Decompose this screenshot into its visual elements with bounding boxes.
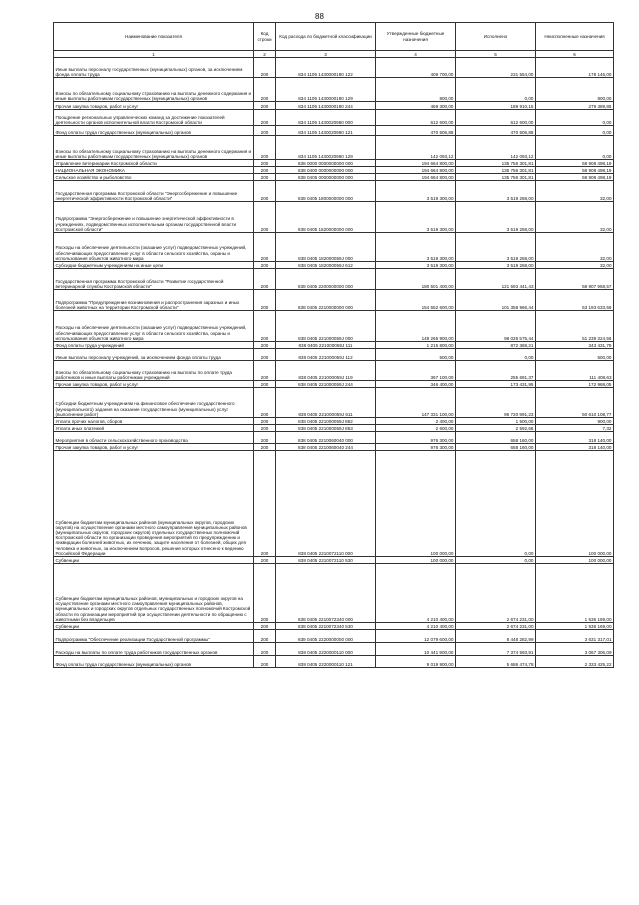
row-name: Взносы по обязательному социальному страхованию на выплаты денежного содержания и иные выплаты работникам государственных (муниципальных) органов <box>54 136 254 160</box>
row-approved-amount: 800,00 <box>376 78 456 102</box>
row-classification: 838 0405 2220000110 121 <box>276 656 376 668</box>
row-line-code: 200 <box>254 630 276 643</box>
row-line-code: 200 <box>254 623 276 630</box>
row-approved-amount: 367 100,00 <box>376 361 456 381</box>
row-line-code: 200 <box>254 126 276 136</box>
column-header-line-code: Код строки <box>254 23 276 51</box>
row-approved-amount: 100 000,00 <box>376 451 456 557</box>
row-approved-amount: 194 664 800,00 <box>376 174 456 181</box>
column-header-approved: Утвержденные бюджетные назначения <box>376 23 456 51</box>
row-name: Государственная программа Костромской области "Развитие государственной ветеринарной службы Костромской области" <box>54 269 254 290</box>
row-name: Расходы на выплаты по оплате труда работников государственных органов <box>54 643 254 656</box>
row-executed-amount: 5 686 474,78 <box>456 656 536 668</box>
row-classification: 838 0405 221000059J 852 <box>276 418 376 425</box>
row-executed-amount: 3 519 268,00 <box>456 181 536 202</box>
row-unexecuted-amount: 32,00 <box>536 202 614 233</box>
row-name: Подпрограмма "Обеспечение реализации Государственной программы" <box>54 630 254 643</box>
row-approved-amount: 194 664 800,00 <box>376 160 456 167</box>
row-unexecuted-amount: 58 908 498,19 <box>536 167 614 174</box>
row-executed-amount: 658 160,00 <box>456 432 536 444</box>
row-name: Взносы по обязательному социальному страхованию на выплаты по оплате труда работников и иные выплаты работникам учреждений <box>54 361 254 381</box>
row-executed-amount: 98 026 575,44 <box>456 311 536 342</box>
row-approved-amount: 10 441 900,00 <box>376 643 456 656</box>
table-row <box>54 167 614 174</box>
row-line-code: 200 <box>254 564 276 623</box>
row-executed-amount: 612 600,00 <box>456 110 536 126</box>
row-line-code: 200 <box>254 233 276 262</box>
row-line-code: 200 <box>254 444 276 451</box>
row-unexecuted-amount: 800,00 <box>536 78 614 102</box>
row-line-code: 200 <box>254 202 276 233</box>
row-unexecuted-amount: 318 140,00 <box>536 444 614 451</box>
table-row <box>54 290 614 311</box>
row-unexecuted-amount: 58 908 498,19 <box>536 160 614 167</box>
row-name: Управление ветеринарии Костромской области <box>54 160 254 167</box>
header-row <box>54 23 614 51</box>
row-classification: 834 1105 1430020960 121 <box>276 126 376 136</box>
column-number: 5 <box>456 51 536 58</box>
row-executed-amount: 0,00 <box>456 349 536 361</box>
row-unexecuted-amount: 111 408,63 <box>536 361 614 381</box>
row-executed-amount: 231 554,00 <box>456 58 536 78</box>
row-approved-amount: 3 519 300,00 <box>376 262 456 269</box>
row-name: Подпрограмма "Энергосбережение и повышение энергетической эффективности в учреждениях, подведомственных исполнительным органам государственной власти Костромской области" <box>54 202 254 233</box>
row-name: Субвенции <box>54 557 254 564</box>
row-executed-amount: 3 519 268,00 <box>456 202 536 233</box>
row-line-code: 200 <box>254 262 276 269</box>
row-unexecuted-amount: 32,00 <box>536 233 614 262</box>
row-approved-amount: 2 600,00 <box>376 425 456 432</box>
row-executed-amount: 0,00 <box>456 557 536 564</box>
row-approved-amount: 612 600,00 <box>376 110 456 126</box>
budget-execution-table <box>53 22 614 668</box>
page-number: 88 <box>315 12 324 21</box>
row-approved-amount: 142 093,12 <box>376 136 456 160</box>
row-line-code: 200 <box>254 160 276 167</box>
row-classification: 834 1105 1430020960 000 <box>276 110 376 126</box>
row-classification: 834 1105 1430000190 122 <box>276 58 376 78</box>
column-header-executed: Исполнено <box>456 23 536 51</box>
row-line-code: 200 <box>254 167 276 174</box>
table-row <box>54 451 614 557</box>
row-line-code: 200 <box>254 656 276 668</box>
row-approved-amount: 4 210 400,00 <box>376 564 456 623</box>
column-number: 6 <box>536 51 614 58</box>
row-unexecuted-amount: 172 968,05 <box>536 381 614 388</box>
row-unexecuted-amount: 1 536 169,00 <box>536 564 614 623</box>
row-line-code: 200 <box>254 361 276 381</box>
table-row <box>54 102 614 110</box>
row-executed-amount: 872 368,21 <box>456 342 536 349</box>
row-line-code: 200 <box>254 342 276 349</box>
row-approved-amount: 3 519 300,00 <box>376 202 456 233</box>
column-number-row <box>54 51 614 58</box>
column-number: 2 <box>254 51 276 58</box>
row-line-code: 200 <box>254 102 276 110</box>
row-unexecuted-amount: 53 193 633,56 <box>536 290 614 311</box>
row-classification: 838 0405 221000059J 000 <box>276 311 376 342</box>
row-executed-amount: 101 358 966,44 <box>456 290 536 311</box>
row-name: Субсидии бюджетным учреждениям на иные цели <box>54 262 254 269</box>
row-line-code: 200 <box>254 381 276 388</box>
row-executed-amount: 1 500,00 <box>456 418 536 425</box>
row-name: Иные выплаты персоналу государственных (муниципальных) органов, за исключением фонда оплаты труда <box>54 58 254 78</box>
row-executed-amount: 2 592,68 <box>456 425 536 432</box>
table-row <box>54 136 614 160</box>
row-classification: 838 0405 221000059J 611 <box>276 388 376 418</box>
row-line-code: 200 <box>254 58 276 78</box>
table-row <box>54 388 614 418</box>
row-classification: 838 0405 2200000000 000 <box>276 269 376 290</box>
row-name: Фонд оплаты труда учреждений <box>54 342 254 349</box>
row-executed-amount: 173 431,95 <box>456 381 536 388</box>
table-row <box>54 110 614 126</box>
table-row <box>54 342 614 349</box>
row-executed-amount: 0,00 <box>456 451 536 557</box>
row-approved-amount: 409 700,00 <box>376 58 456 78</box>
row-unexecuted-amount: 7,32 <box>536 425 614 432</box>
row-line-code: 200 <box>254 557 276 564</box>
row-classification: 838 0405 221000059J 244 <box>276 381 376 388</box>
row-line-code: 200 <box>254 418 276 425</box>
row-line-code: 200 <box>254 311 276 342</box>
row-unexecuted-amount: 178 146,00 <box>536 58 614 78</box>
row-approved-amount: 469 300,00 <box>376 102 456 110</box>
row-classification: 838 0405 221000059J 119 <box>276 361 376 381</box>
row-executed-amount: 8 448 282,99 <box>456 630 536 643</box>
row-unexecuted-amount: 0,00 <box>536 126 614 136</box>
row-executed-amount: 135 756 301,81 <box>456 174 536 181</box>
row-unexecuted-amount: 2 333 425,22 <box>536 656 614 668</box>
row-approved-amount: 100 000,00 <box>376 557 456 564</box>
row-name: Уплата прочих налогов, сборов <box>54 418 254 425</box>
row-classification: 838 0405 1800000000 000 <box>276 181 376 202</box>
row-classification: 834 1105 1430000190 244 <box>276 102 376 110</box>
table-row <box>54 181 614 202</box>
row-name: Мероприятия в области сельскохозяйственного производства <box>54 432 254 444</box>
row-unexecuted-amount: 3 067 306,09 <box>536 643 614 656</box>
row-unexecuted-amount: 343 431,79 <box>536 342 614 349</box>
row-name: Фонд оплаты труда государственных (муниципальных) органов <box>54 656 254 668</box>
row-executed-amount: 189 910,15 <box>456 102 536 110</box>
table-row <box>54 262 614 269</box>
row-unexecuted-amount: 279 389,85 <box>536 102 614 110</box>
row-name: Уплата иных платежей <box>54 425 254 432</box>
row-line-code: 200 <box>254 290 276 311</box>
table-row <box>54 202 614 233</box>
table-row <box>54 643 614 656</box>
row-name: Прочая закупка товаров, работ и услуг <box>54 102 254 110</box>
column-number: 3 <box>276 51 376 58</box>
row-name: Расходы на обеспечение деятельности (оказание услуг) подведомственных учреждений, обеспечивающих предоставление услуг в области сельского хозяйства, охраны и использования объектов животного мира <box>54 233 254 262</box>
row-executed-amount: 3 519 268,00 <box>456 233 536 262</box>
row-approved-amount: 194 664 800,00 <box>376 167 456 174</box>
row-line-code: 200 <box>254 432 276 444</box>
row-executed-amount: 121 593 441,43 <box>456 269 536 290</box>
table-row <box>54 361 614 381</box>
row-line-code: 200 <box>254 181 276 202</box>
row-approved-amount: 3 519 300,00 <box>376 233 456 262</box>
row-executed-amount: 0,00 <box>456 78 536 102</box>
row-name: Субсидии бюджетным учреждениям на финансовое обеспечение государственного (муниципального) задания на оказание государственных (муниципальных) услуг (выполнение работ) <box>54 388 254 418</box>
row-line-code: 200 <box>254 269 276 290</box>
column-header-unexecuted: Неисполненные назначения <box>536 23 614 51</box>
row-name: Государственная программа Костромской области "Энергосбережение и повышение энергетической эффективности Костромской области" <box>54 181 254 202</box>
row-approved-amount: 2 400,00 <box>376 418 456 425</box>
row-line-code: 200 <box>254 174 276 181</box>
row-unexecuted-amount: 500,00 <box>536 349 614 361</box>
row-unexecuted-amount: 32,00 <box>536 181 614 202</box>
row-classification: 838 0405 2210060040 244 <box>276 444 376 451</box>
row-name: Сельское хозяйство и рыболовство <box>54 174 254 181</box>
row-approved-amount: 12 079 600,00 <box>376 630 456 643</box>
row-executed-amount: 142 093,12 <box>456 136 536 160</box>
row-name: Поощрение региональных управленческих команд за достижение показателей деятельности органов исполнительной власти Костромской области <box>54 110 254 126</box>
table-row <box>54 349 614 361</box>
row-classification: 834 1105 1430020960 129 <box>276 136 376 160</box>
row-unexecuted-amount: 318 140,00 <box>536 432 614 444</box>
row-line-code: 200 <box>254 388 276 418</box>
row-name: Субвенции бюджетам муниципальных районов, муниципальных и городских округов на осуществление органами местного самоуправления муниципальных районов, муниципальных и городских округов отдельных государственных полномочий Костромской области по организации мероприятий при осуществлении деятельности по обращению с животными без владельцев <box>54 564 254 623</box>
row-line-code: 200 <box>254 425 276 432</box>
row-name: Субвенции <box>54 623 254 630</box>
table-row <box>54 564 614 623</box>
row-classification: 838 0405 2210060040 000 <box>276 432 376 444</box>
row-unexecuted-amount: 3 631 317,01 <box>536 630 614 643</box>
row-unexecuted-amount: 900,00 <box>536 418 614 425</box>
table-row <box>54 381 614 388</box>
row-approved-amount: 3 519 300,00 <box>376 181 456 202</box>
table-row <box>54 432 614 444</box>
row-line-code: 200 <box>254 643 276 656</box>
row-unexecuted-amount: 32,00 <box>536 262 614 269</box>
row-line-code: 200 <box>254 451 276 557</box>
row-approved-amount: 470 506,88 <box>376 126 456 136</box>
table-row <box>54 623 614 630</box>
row-approved-amount: 147 331 100,00 <box>376 388 456 418</box>
row-classification: 834 1105 1430000190 129 <box>276 78 376 102</box>
table-row <box>54 418 614 425</box>
table-row <box>54 126 614 136</box>
row-approved-amount: 976 300,00 <box>376 444 456 451</box>
row-executed-amount: 658 160,00 <box>456 444 536 451</box>
column-number: 4 <box>376 51 456 58</box>
table-row <box>54 311 614 342</box>
row-classification: 838 0405 2210072110 000 <box>276 451 376 557</box>
table-row <box>54 269 614 290</box>
row-line-code: 200 <box>254 136 276 160</box>
row-classification: 838 0405 1820000000 000 <box>276 202 376 233</box>
table-row <box>54 444 614 451</box>
row-line-code: 200 <box>254 349 276 361</box>
row-name: НАЦИОНАЛЬНАЯ ЭКОНОМИКА <box>54 167 254 174</box>
table-row <box>54 58 614 78</box>
row-unexecuted-amount: 100 000,00 <box>536 451 614 557</box>
row-line-code: 200 <box>254 110 276 126</box>
row-executed-amount: 255 691,37 <box>456 361 536 381</box>
table-row <box>54 160 614 167</box>
row-unexecuted-amount: 51 239 324,56 <box>536 311 614 342</box>
row-executed-amount: 2 674 231,00 <box>456 623 536 630</box>
table-row <box>54 425 614 432</box>
row-unexecuted-amount: 100 000,00 <box>536 557 614 564</box>
row-approved-amount: 500,00 <box>376 349 456 361</box>
row-name: Прочая закупка товаров, работ и услуг <box>54 444 254 451</box>
row-approved-amount: 8 019 900,00 <box>376 656 456 668</box>
column-header-classification: Код расхода по бюджетной классификации <box>276 23 376 51</box>
row-classification: 838 0405 2210072340 530 <box>276 623 376 630</box>
row-unexecuted-amount: 58 908 498,19 <box>536 174 614 181</box>
row-classification: 838 0000 0000000000 000 <box>276 160 376 167</box>
row-classification: 838 0400 0000000000 000 <box>276 167 376 174</box>
table-row <box>54 656 614 668</box>
row-executed-amount: 135 756 301,81 <box>456 167 536 174</box>
row-classification: 838 0405 0000000000 000 <box>276 174 376 181</box>
row-executed-amount: 2 674 231,00 <box>456 564 536 623</box>
row-approved-amount: 154 552 600,00 <box>376 290 456 311</box>
row-classification: 838 0405 2220000000 000 <box>276 630 376 643</box>
row-unexecuted-amount: 1 536 169,00 <box>536 623 614 630</box>
row-name: Подпрограмма "Предупреждение возникновения и распространения заразных и иных болезней животных на территории Костромской области" <box>54 290 254 311</box>
row-classification: 838 0405 2210072110 530 <box>276 557 376 564</box>
row-executed-amount: 3 519 268,00 <box>456 262 536 269</box>
row-approved-amount: 346 400,00 <box>376 381 456 388</box>
row-name: Расходы на обеспечение деятельности (оказание услуг) подведомственных учреждений, обеспечивающих предоставление услуг в области сельского хозяйства, охраны и использования объектов животного мира <box>54 311 254 342</box>
row-classification: 838 0405 2210000000 000 <box>276 290 376 311</box>
row-approved-amount: 149 265 900,00 <box>376 311 456 342</box>
row-approved-amount: 1 215 800,00 <box>376 342 456 349</box>
row-executed-amount: 135 756 301,81 <box>456 160 536 167</box>
row-name: Фонд оплаты труда государственных (муниципальных) органов <box>54 126 254 136</box>
column-header-name: Наименование показателя <box>54 23 254 51</box>
row-approved-amount: 976 300,00 <box>376 432 456 444</box>
row-classification: 838 0405 182000059J 000 <box>276 233 376 262</box>
row-classification: 838 0405 182000059J 612 <box>276 262 376 269</box>
row-name: Субвенции бюджетам муниципальных районов (муниципальных округов, городских округов) на осуществление органами местного самоуправления муниципальных районов (муниципальных округов, городских округов) отдельных государственных полномочий Костромской области по организации проведения мероприятий по предупреждению и ликвидации болезней животных, их лечению, защите населения от болезней, общих для человека и животных, за исключением вопросов, решение которых отнесено к ведению Российской Федерации <box>54 451 254 557</box>
table-row <box>54 174 614 181</box>
row-executed-amount: 7 374 593,91 <box>456 643 536 656</box>
row-unexecuted-amount: 50 610 108,77 <box>536 388 614 418</box>
row-classification: 838 0405 2210072340 000 <box>276 564 376 623</box>
table-row <box>54 233 614 262</box>
row-executed-amount: 96 720 991,23 <box>456 388 536 418</box>
table-row <box>54 630 614 643</box>
row-name: Прочая закупка товаров, работ и услуг <box>54 381 254 388</box>
row-unexecuted-amount: 0,00 <box>536 136 614 160</box>
row-unexecuted-amount: 58 907 958,57 <box>536 269 614 290</box>
row-approved-amount: 4 210 400,00 <box>376 623 456 630</box>
row-classification: 838 0405 221000059J 112 <box>276 349 376 361</box>
row-name: Взносы по обязательному социальному страхованию на выплаты денежного содержания и иные выплаты работникам государственных (муниципальных) органов <box>54 78 254 102</box>
table-row <box>54 557 614 564</box>
row-classification: 838 0405 2220000110 000 <box>276 643 376 656</box>
row-line-code: 200 <box>254 78 276 102</box>
table-row <box>54 78 614 102</box>
column-number: 1 <box>54 51 254 58</box>
row-classification: 838 0405 221000059J 853 <box>276 425 376 432</box>
row-name: Иные выплаты персоналу учреждений, за исключением фонда оплаты труда <box>54 349 254 361</box>
row-executed-amount: 470 506,88 <box>456 126 536 136</box>
row-unexecuted-amount: 0,00 <box>536 110 614 126</box>
table-body <box>54 58 614 668</box>
row-classification: 838 0405 221000059J 111 <box>276 342 376 349</box>
row-approved-amount: 180 501 400,00 <box>376 269 456 290</box>
